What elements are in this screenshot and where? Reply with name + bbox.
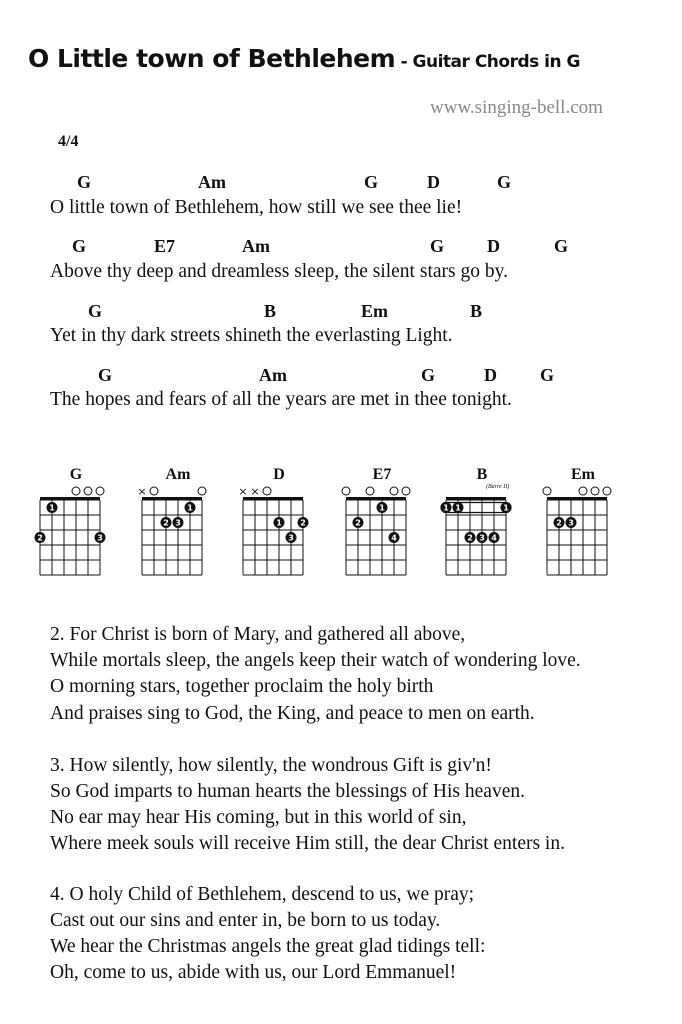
verse-line: Oh, come to us, abide with us, our Lord Emmanuel! [50, 962, 457, 983]
fretboard-grid [443, 480, 526, 590]
chord-label: D [484, 365, 497, 385]
chord-label: G [421, 365, 436, 385]
chord-label: Em [361, 301, 388, 321]
finger-number: 1 [49, 503, 55, 513]
chord-label: G [77, 172, 92, 192]
chord-diagram-name: D [273, 466, 285, 483]
finger-number: 3 [568, 518, 574, 528]
title-main: O Little town of Bethlehem [28, 44, 396, 73]
finger-number: 2 [163, 518, 169, 528]
fretboard-grid [547, 480, 627, 590]
open-string-marker [366, 487, 374, 495]
open-string-marker [263, 487, 271, 495]
song-title [28, 44, 580, 73]
fretboard-grid [37, 480, 120, 590]
verse-line: So God imparts to human hearts the blessings of His heaven. [50, 781, 525, 802]
verse-line: 2. For Christ is born of Mary, and gathered all above, [50, 624, 466, 645]
open-string-marker [543, 487, 551, 495]
finger-number: 1 [455, 503, 461, 513]
chord-label: D [487, 236, 500, 256]
open-string-marker [198, 487, 206, 495]
chord-diagram-name: Em [571, 466, 595, 483]
open-string-marker [84, 487, 92, 495]
finger-number: 2 [300, 518, 306, 528]
muted-string-marker: × [238, 485, 248, 498]
barre-note: (Barre II) [486, 484, 510, 490]
chord-diagram-name: G [69, 466, 83, 483]
chord-label: G [497, 172, 512, 192]
chord-label: G [554, 236, 569, 256]
finger-number: 4 [391, 533, 397, 543]
chord-label: Am [242, 236, 270, 256]
muted-string-marker: × [137, 485, 147, 498]
verse-line: O morning stars, together proclaim the holy birth [50, 676, 434, 697]
chord-label: G [364, 172, 379, 192]
open-string-marker [342, 487, 350, 495]
verse-line: We hear the Christmas angels the great glad tidings tell: [50, 936, 486, 957]
title-sub: - Guitar Chords in G [395, 52, 580, 72]
chord-diagram-name: Am [165, 466, 191, 483]
open-string-marker [579, 487, 587, 495]
verse-line: And praises sing to God, the King, and peace to men on earth. [50, 703, 535, 724]
chord-label: Am [259, 365, 287, 385]
lyric-line: Yet in thy dark streets shineth the everlasting Light. [50, 325, 453, 346]
muted-string-marker: × [250, 485, 260, 498]
finger-number: 3 [288, 533, 294, 543]
website-url[interactable]: www.singing-bell.com [430, 97, 603, 118]
open-string-marker [72, 487, 80, 495]
finger-number: 1 [187, 503, 193, 513]
finger-number: 1 [276, 518, 282, 528]
chord-label: G [72, 236, 87, 256]
open-string-marker [402, 487, 410, 495]
finger-number: 2 [556, 518, 562, 528]
chord-label: G [88, 301, 103, 321]
verse-line: 4. O holy Child of Bethlehem, descend to us, we pray; [50, 884, 475, 905]
fretboard-grid [137, 480, 222, 590]
verse-line: While mortals sleep, the angels keep their watch of wondering love. [50, 650, 581, 671]
chord-label: E7 [154, 236, 176, 256]
chord-label: B [264, 301, 277, 321]
verse-line: Cast out our sins and enter in, be born to us today. [50, 910, 441, 931]
chord-label: D [427, 172, 440, 192]
finger-number: 1 [503, 503, 509, 513]
open-string-marker [96, 487, 104, 495]
fretboard-grid [238, 480, 323, 590]
lyric-line: O little town of Bethlehem, how still we see thee lie! [50, 197, 463, 218]
finger-number: 4 [491, 533, 497, 543]
finger-number: 3 [175, 518, 181, 528]
open-string-marker [603, 487, 611, 495]
finger-number: 1 [443, 503, 449, 513]
open-string-marker [591, 487, 599, 495]
finger-number: 2 [37, 533, 43, 543]
verse-line: 3. How silently, how silently, the wondrous Gift is giv'n! [50, 755, 492, 776]
verse-line: No ear may hear His coming, but in this world of sin, [50, 807, 467, 828]
chord-label: Am [198, 172, 226, 192]
finger-number: 2 [467, 533, 473, 543]
chord-diagram-name: E7 [372, 466, 392, 483]
time-signature: 4/4 [58, 133, 79, 150]
chord-label: B [470, 301, 483, 321]
finger-number: 3 [97, 533, 103, 543]
finger-number: 2 [355, 518, 361, 528]
lyric-line: Above thy deep and dreamless sleep, the silent stars go by. [50, 261, 508, 282]
open-string-marker [150, 487, 158, 495]
finger-number: 1 [379, 503, 385, 513]
verse-line: Where meek souls will receive Him still, the dear Christ enters in. [50, 833, 565, 854]
chord-label: G [430, 236, 445, 256]
lyric-line: The hopes and fears of all the years are met in thee tonight. [50, 389, 512, 410]
finger-number: 3 [479, 533, 485, 543]
chord-label: G [540, 365, 555, 385]
chord-label: G [98, 365, 113, 385]
fretboard-grid [346, 480, 426, 590]
open-string-marker [390, 487, 398, 495]
chord-diagram-name: B [476, 466, 488, 483]
